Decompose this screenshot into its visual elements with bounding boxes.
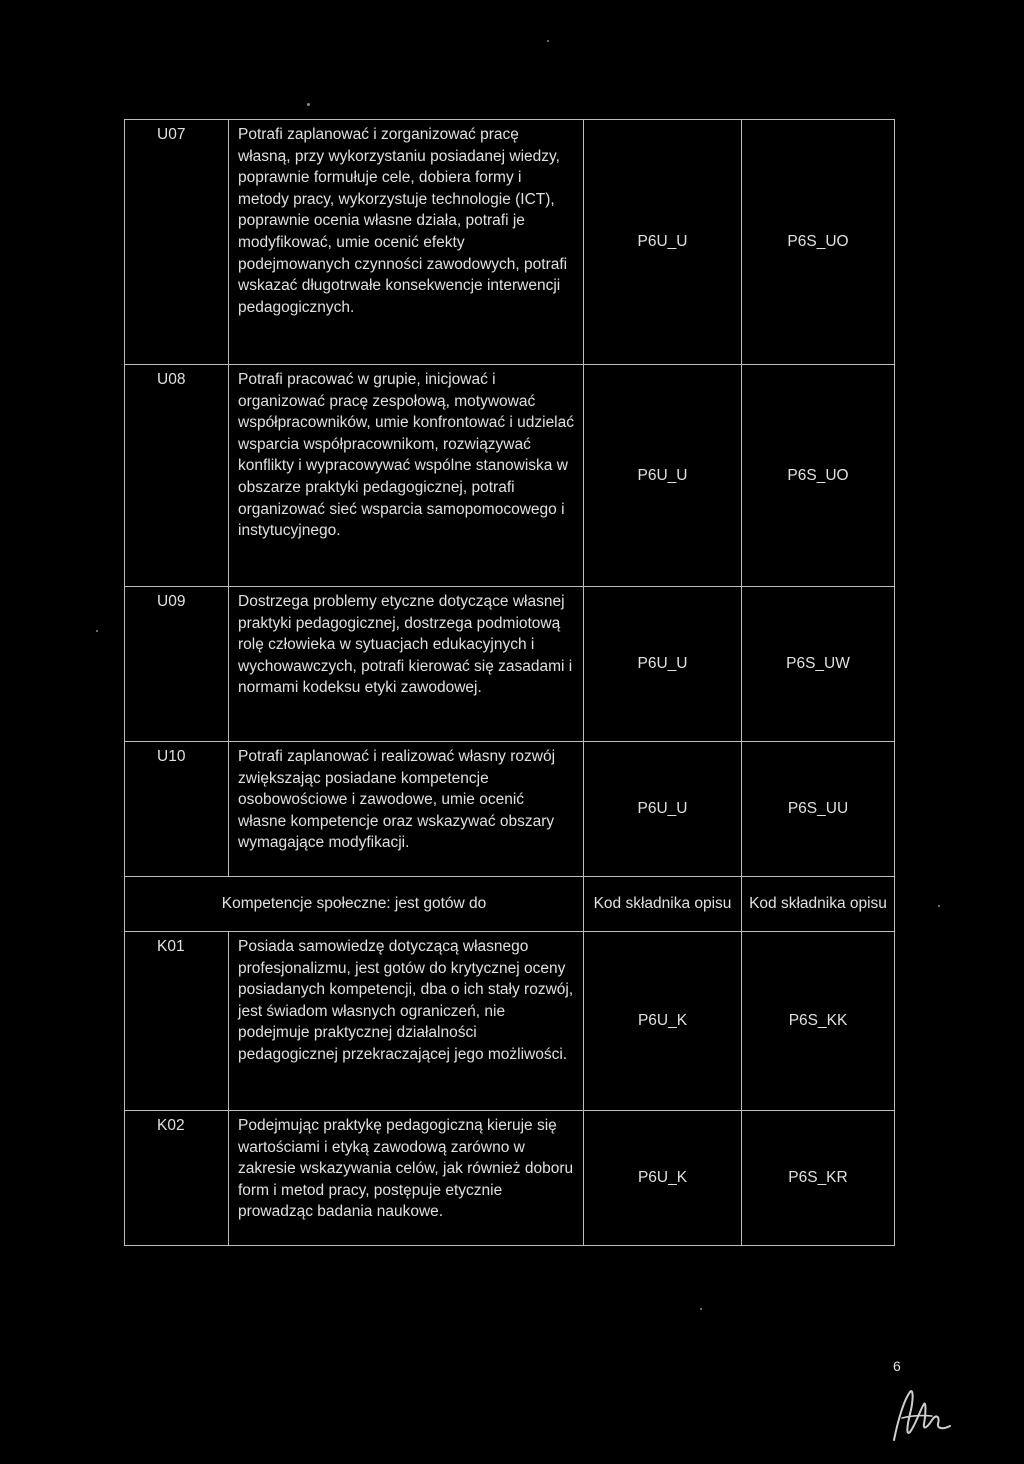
scan-speck <box>96 630 98 632</box>
table-row <box>125 932 895 1111</box>
p6u-code: P6U_K <box>584 932 742 1111</box>
outcome-code: U07 <box>125 120 229 365</box>
p6u-code: P6U_K <box>584 1111 742 1246</box>
outcome-code: U08 <box>125 365 229 587</box>
page-number: 6 <box>893 1358 901 1374</box>
learning-outcomes-table <box>124 119 895 1246</box>
p6s-code: P6S_UU <box>742 742 895 877</box>
outcome-description: Podejmując praktykę pedagogiczną kieruje się wartościami i etyką zawodową zarówno w zakresie wskazywania celów, jak również doboru form i metod pracy, postępuje etycznie prowadząc badania naukowe. <box>229 1111 584 1246</box>
outcome-description: Potrafi zaplanować i realizować własny rozwój zwiększając posiadane kompetencje osobowościowe i zawodowe, umie ocenić własne kompetencje oraz wskazywać obszary wymagające modyfikacji. <box>229 742 584 877</box>
table-row <box>125 587 895 742</box>
p6u-code: P6U_U <box>584 742 742 877</box>
table-row <box>125 1111 895 1246</box>
p6s-code: P6S_UW <box>742 587 895 742</box>
column-header-p6s: Kod składnika opisu <box>742 877 895 932</box>
outcome-code: U09 <box>125 587 229 742</box>
signature-mark <box>880 1370 960 1450</box>
p6u-code: P6U_U <box>584 587 742 742</box>
p6s-code: P6S_UO <box>742 120 895 365</box>
table-row <box>125 120 895 365</box>
p6u-code: P6U_U <box>584 365 742 587</box>
scan-speck <box>938 905 940 907</box>
section-title: Kompetencje społeczne: jest gotów do <box>125 877 584 932</box>
outcome-description: Potrafi pracować w grupie, inicjować i organizować pracę zespołową, motywować współpracowników, umie konfrontować i udzielać wsparcia współpracownikom, rozwiązywać konflikty i wypracowywać wspólne stanowiska w obszarze praktyki pedagogicznej, potrafi organizować sieć wsparcia samopomocowego i instytucyjnego. <box>229 365 584 587</box>
table-row <box>125 742 895 877</box>
scan-speck <box>700 1308 702 1310</box>
section-header-row <box>125 877 895 932</box>
scan-speck <box>307 103 310 106</box>
p6u-code: P6U_U <box>584 120 742 365</box>
outcome-description: Potrafi zaplanować i zorganizować pracę własną, przy wykorzystaniu posiadanej wiedzy, poprawnie formułuje cele, dobiera formy i metody pracy, wykorzystuje technologie (ICT), poprawnie ocenia własne działa, potrafi je modyfikować, umie ocenić efekty podejmowanych czynności zawodowych, potrafi wskazać długotrwałe konsekwencje interwencji pedagogicznych. <box>229 120 584 365</box>
outcome-code: K02 <box>125 1111 229 1246</box>
outcome-description: Dostrzega problemy etyczne dotyczące własnej praktyki pedagogicznej, dostrzega podmiotową rolę człowieka w sytuacjach edukacyjnych i wychowawczych, potrafi kierować się zasadami i normami kodeksu etyki zawodowej. <box>229 587 584 742</box>
outcome-code: U10 <box>125 742 229 877</box>
scan-speck <box>547 40 549 42</box>
column-header-p6u: Kod składnika opisu <box>584 877 742 932</box>
outcome-code: K01 <box>125 932 229 1111</box>
p6s-code: P6S_KK <box>742 932 895 1111</box>
outcome-description: Posiada samowiedzę dotyczącą własnego profesjonalizmu, jest gotów do krytycznej oceny posiadanych kompetencji, dba o ich stały rozwój, jest świadom własnych ograniczeń, nie podejmuje praktycznej działalności pedagogicznej przekraczającej jego możliwości. <box>229 932 584 1111</box>
p6s-code: P6S_UO <box>742 365 895 587</box>
table-row <box>125 365 895 587</box>
p6s-code: P6S_KR <box>742 1111 895 1246</box>
